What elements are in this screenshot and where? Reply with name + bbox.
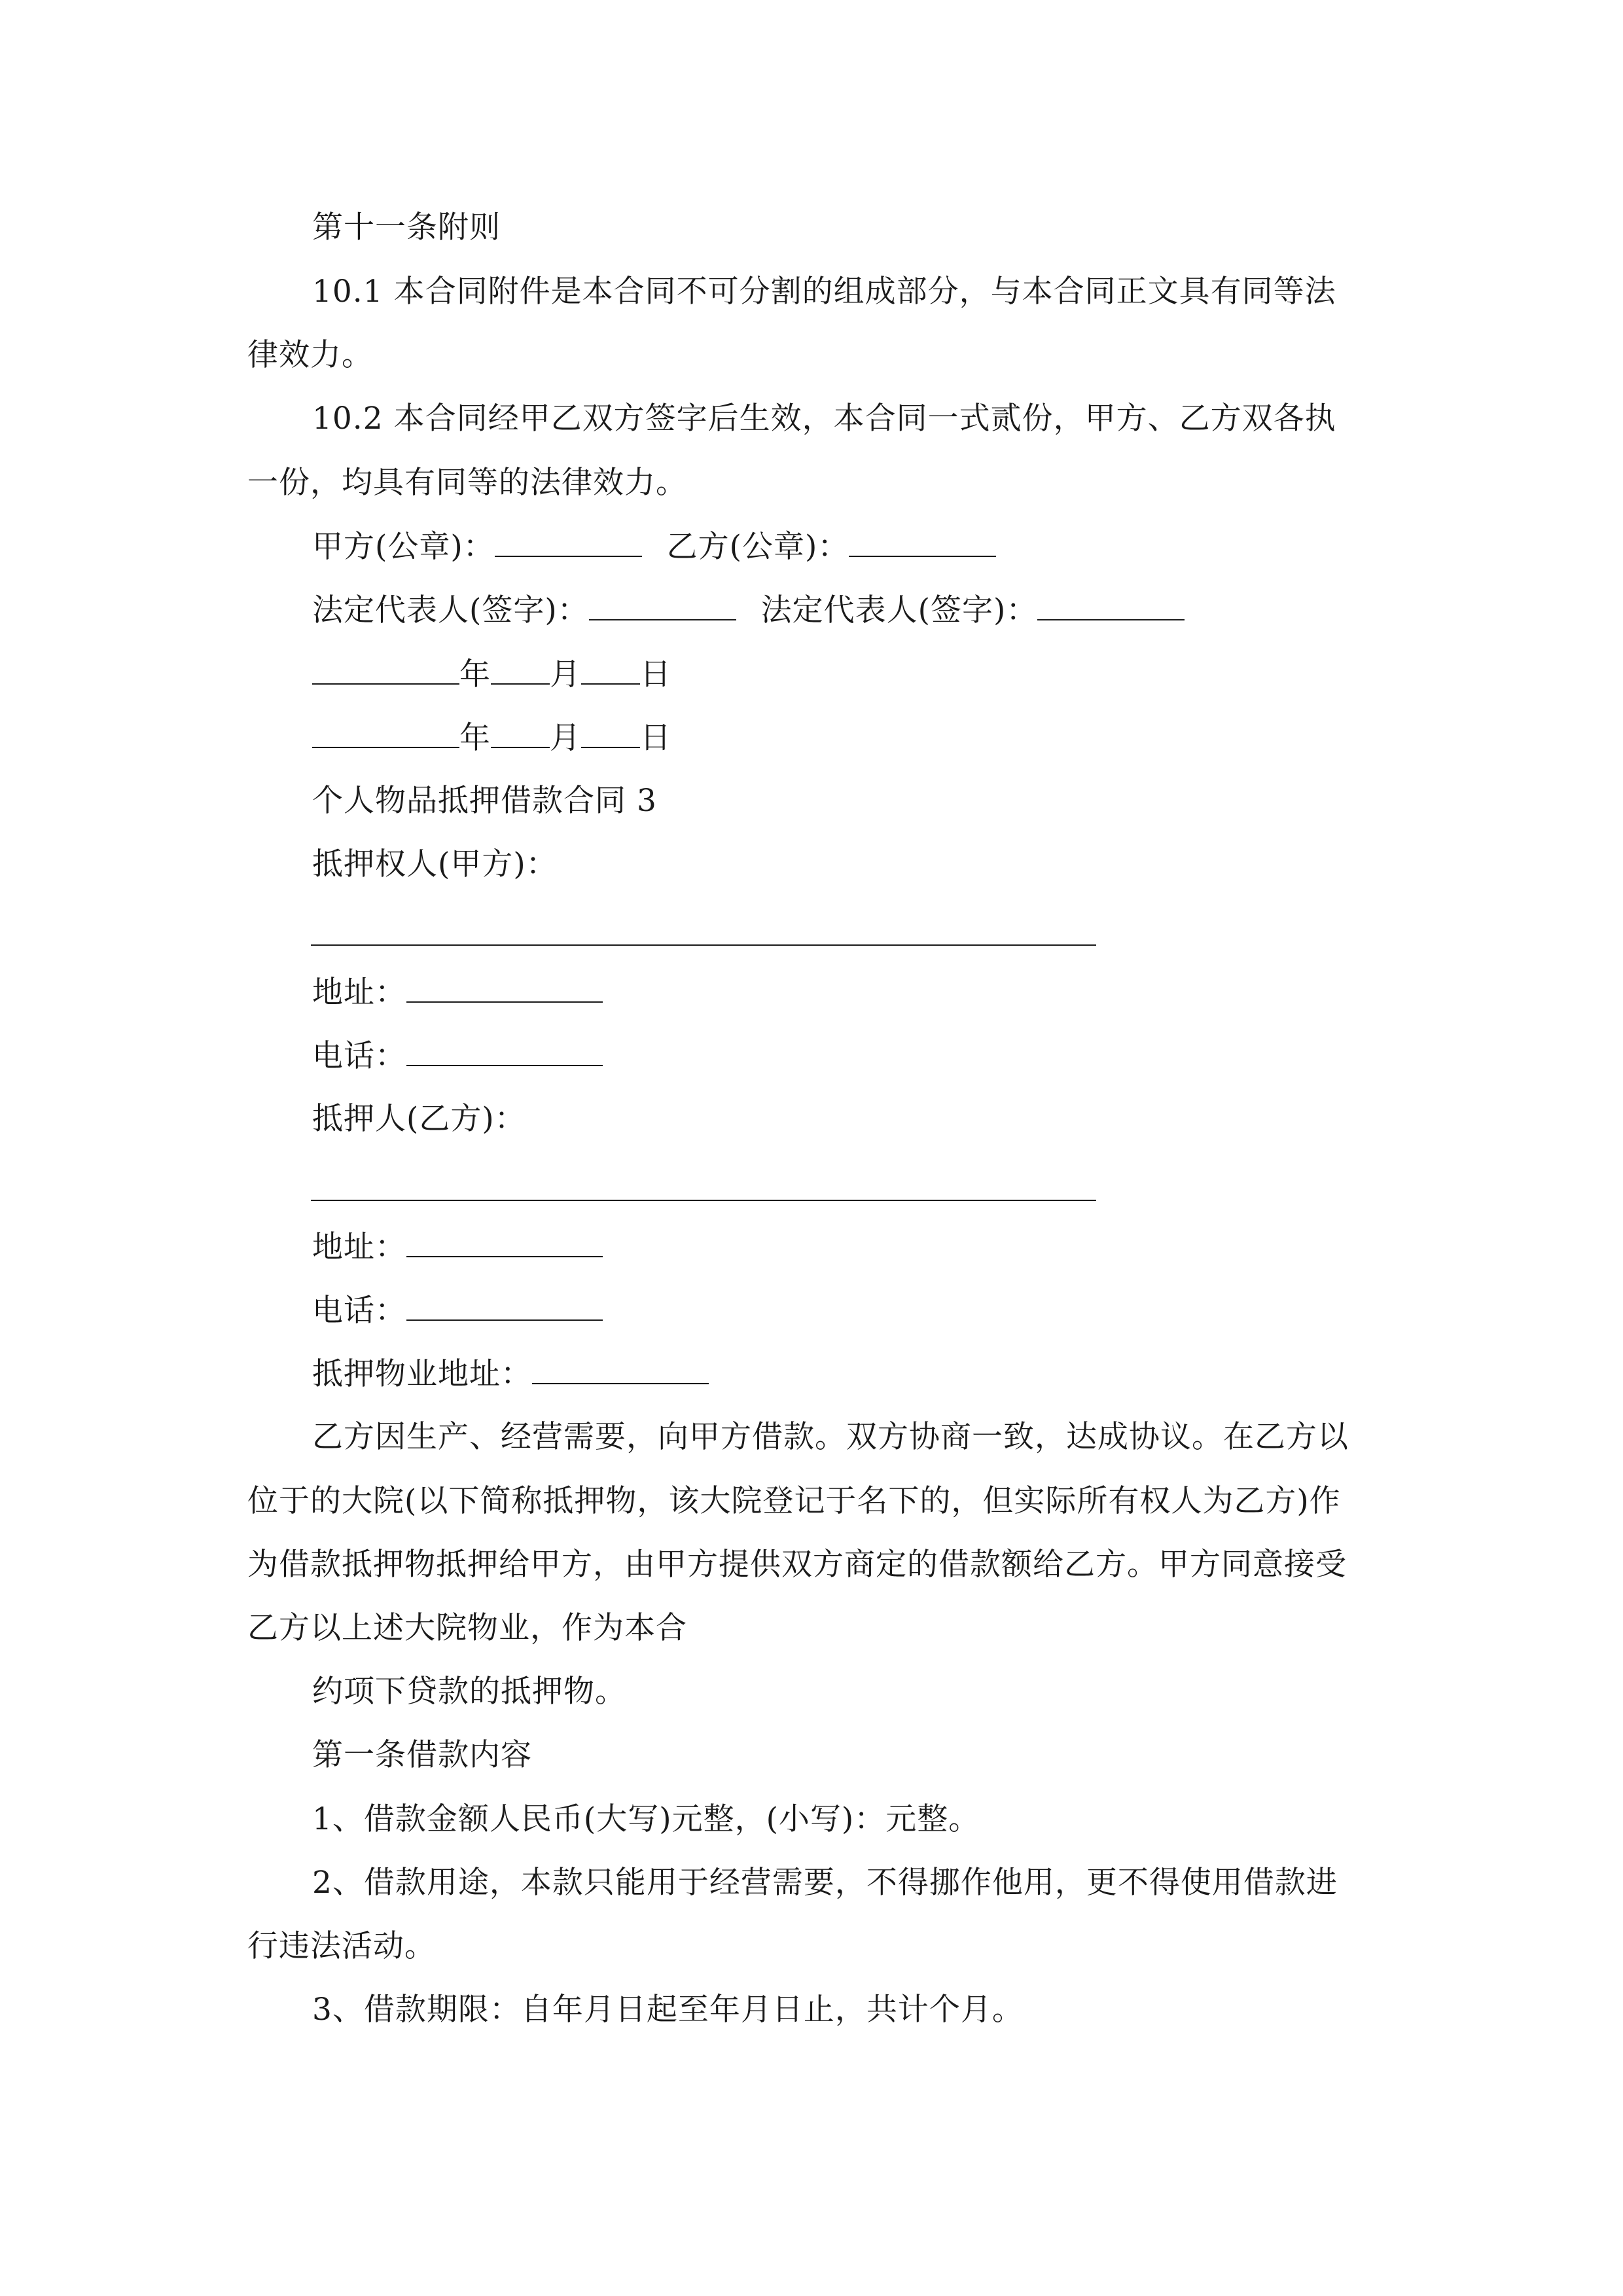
date-2-month-label: 月 (550, 720, 581, 756)
legal-rep-row (312, 590, 1444, 630)
clause-3-term: 3、借款期限：自年月日起至年月日止，共计个月。 (312, 1992, 1024, 2028)
paragraph-10-2-line-1: 10.2 本合同经甲乙双方签字后生效，本合同一式贰份，甲方、乙方双各执 (312, 401, 1336, 437)
mortgagor-address-label: 地址： (312, 1229, 406, 1265)
party-b-seal-blank[interactable] (849, 527, 996, 557)
contract-3-title: 个人物品抵押借款合同 3 (312, 783, 657, 819)
date-2-day-label: 日 (640, 720, 671, 756)
clause-2-purpose-line-1: 2、借款用途，本款只能用于经营需要，不得挪作他用，更不得使用借款进 (312, 1865, 1338, 1901)
mortgagee-address-blank[interactable] (406, 973, 603, 1003)
article-11-heading: 第十一条附则 (312, 209, 501, 245)
mortgagor-address-blank[interactable] (406, 1227, 603, 1257)
preamble-line-3: 为借款抵押物抵押给甲方，由甲方提供双方商定的借款额给乙方。甲方同意接受 (247, 1547, 1347, 1583)
mortgagee-phone-row (312, 1036, 1444, 1076)
property-address-blank[interactable] (532, 1354, 709, 1384)
mortgagee-phone-blank[interactable] (406, 1036, 603, 1066)
date-1-month-label: 月 (550, 656, 581, 692)
date-2-year-blank[interactable] (312, 718, 459, 748)
preamble-line-4: 乙方以上述大院物业，作为本合 (247, 1610, 687, 1646)
clause-1-amount: 1、借款金额人民币(大写)元整，(小写)：元整。 (312, 1801, 980, 1837)
date-1-day-label: 日 (640, 656, 671, 692)
article-1-heading: 第一条借款内容 (312, 1737, 532, 1773)
date-2-day-blank[interactable] (581, 718, 640, 748)
party-a-seal-label: 甲方(公章)： (312, 529, 495, 565)
date-1-year-label: 年 (459, 656, 491, 692)
clause-2-purpose-line-2: 行违法活动。 (247, 1928, 436, 1964)
mortgagor-phone-row (312, 1291, 1444, 1331)
mortgagee-address-label: 地址： (312, 975, 406, 1011)
preamble-line-5: 约项下贷款的抵押物。 (312, 1674, 626, 1710)
seal-signature-row (312, 527, 1444, 567)
preamble-line-2: 位于的大院(以下简称抵押物，该大院登记于名下的，但实际所有权人为乙方)作 (247, 1483, 1341, 1519)
date-row-2 (312, 718, 1444, 758)
party-b-rep-blank[interactable] (1037, 590, 1185, 620)
date-1-day-blank[interactable] (581, 655, 640, 685)
paragraph-10-1-line-2: 律效力。 (247, 337, 373, 373)
mortgagor-label: 抵押人(乙方)： (312, 1101, 526, 1137)
date-1-month-blank[interactable] (491, 655, 550, 685)
mortgagee-name-blank[interactable] (311, 944, 1096, 946)
mortgagor-phone-label: 电话： (312, 1293, 406, 1329)
mortgagee-label: 抵押权人(甲方)： (312, 846, 558, 882)
party-b-seal-label: 乙方(公章)： (666, 529, 849, 565)
date-2-year-label: 年 (459, 720, 491, 756)
date-row-1 (312, 655, 1444, 694)
mortgagor-name-blank[interactable] (311, 1200, 1096, 1201)
mortgagor-phone-blank[interactable] (406, 1291, 603, 1321)
preamble-line-1: 乙方因生产、经营需要，向甲方借款。双方协商一致，达成协议。在乙方以 (312, 1419, 1349, 1455)
party-a-rep-blank[interactable] (589, 590, 736, 620)
mortgagee-phone-label: 电话： (312, 1038, 406, 1074)
mortgagee-address-row (312, 973, 1444, 1013)
party-a-seal-blank[interactable] (495, 527, 642, 557)
paragraph-10-1-line-1: 10.1 本合同附件是本合同不可分割的组成部分，与本合同正文具有同等法 (312, 274, 1336, 310)
paragraph-10-2-line-2: 一份，均具有同等的法律效力。 (247, 465, 687, 501)
party-b-rep-label: 法定代表人(签字)： (760, 592, 1038, 628)
date-2-month-blank[interactable] (491, 718, 550, 748)
party-a-rep-label: 法定代表人(签字)： (312, 592, 589, 628)
date-1-year-blank[interactable] (312, 655, 459, 685)
property-address-label: 抵押物业地址： (312, 1356, 532, 1392)
mortgagor-address-row (312, 1227, 1444, 1267)
property-address-row (312, 1354, 1444, 1394)
